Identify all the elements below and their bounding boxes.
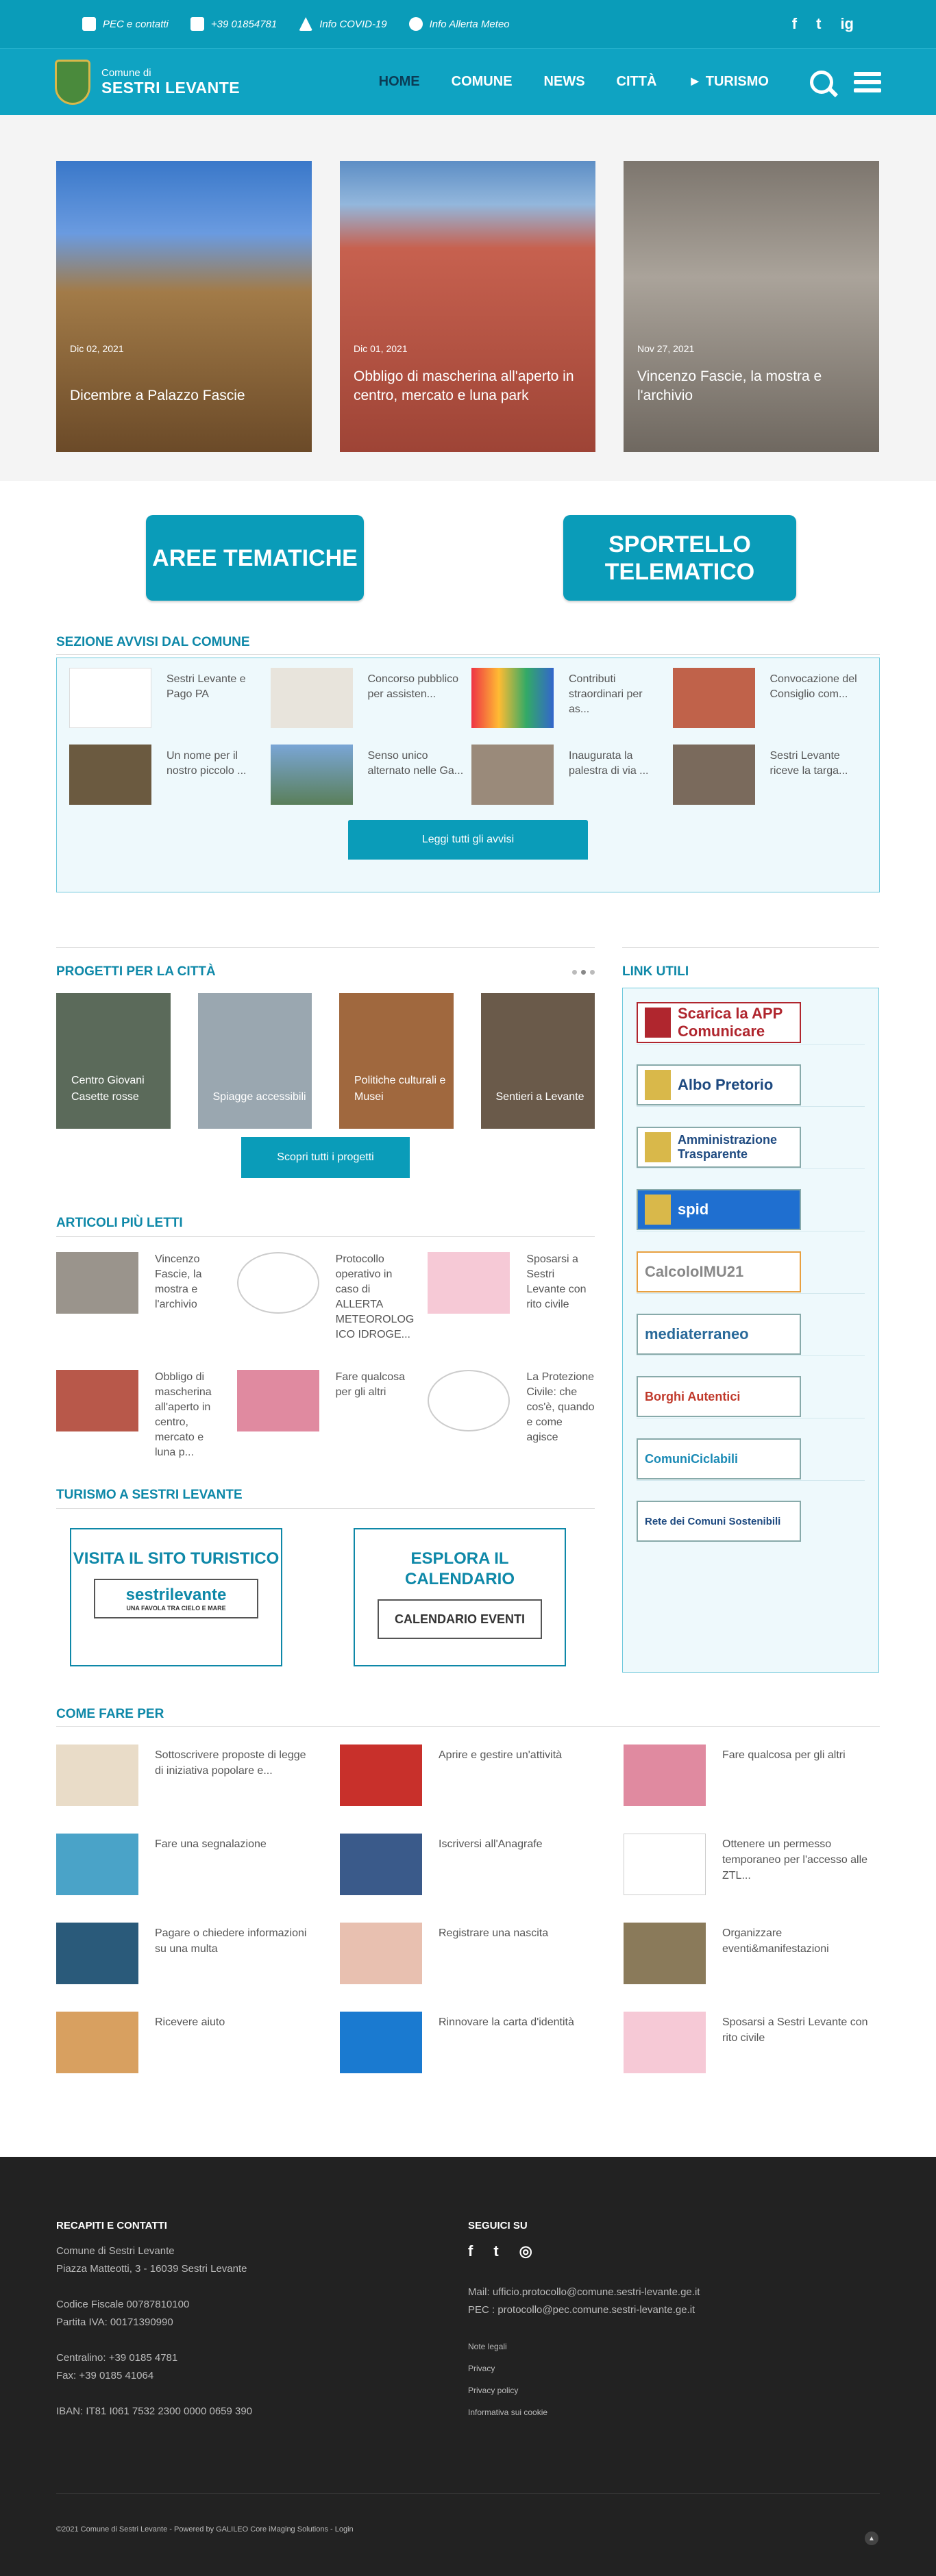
top-bar: [0, 0, 936, 48]
avviso-item[interactable]: Senso unico alternato nelle Ga...: [271, 745, 465, 805]
twitter-icon[interactable]: t: [493, 2242, 499, 2260]
menu-news[interactable]: NEWS: [543, 74, 585, 89]
news-card[interactable]: Nov 27, 2021 Vincenzo Fascie, la mostra e l'archivio: [624, 161, 879, 452]
come-fare-title: COME FARE PER: [56, 1707, 880, 1727]
amministrazione-trasparente-link[interactable]: Amministrazione Trasparente: [637, 1127, 801, 1168]
coat-of-arms-icon: [645, 1070, 671, 1100]
avviso-image: [271, 745, 353, 805]
sestrilevante-logo: sestrilevante UNA FAVOLA TRA CIELO E MARE: [94, 1579, 258, 1618]
news-image: [56, 161, 312, 452]
project-card[interactable]: Politiche culturali e Musei: [339, 993, 454, 1129]
howto-item[interactable]: Aprire e gestire un'attività: [340, 1745, 596, 1806]
protezione-civile-logo: [428, 1370, 510, 1431]
mediaterraneo-link[interactable]: mediaterraneo: [637, 1314, 801, 1355]
mail-link[interactable]: Mail: ufficio.protocollo@comune.sestri-levante.ge.it: [468, 2286, 700, 2298]
menu-home[interactable]: HOME: [378, 74, 420, 89]
site-logo[interactable]: Comune di SESTRI LEVANTE: [55, 60, 240, 105]
privacy-policy-link[interactable]: Privacy policy: [468, 2386, 519, 2395]
avviso-item[interactable]: Concorso pubblico per assisten...: [271, 668, 465, 728]
pagopa-logo: [69, 668, 151, 728]
avviso-item[interactable]: Convocazione del Consiglio com...: [673, 668, 867, 728]
main-navigation: [0, 48, 936, 115]
project-card[interactable]: Sentieri a Levante: [481, 993, 595, 1129]
borghi-autentici-link[interactable]: Borghi Autentici: [637, 1376, 801, 1417]
phone-link[interactable]: +39 01854781: [190, 17, 277, 31]
comuni-ciclabili-link[interactable]: ComuniCiclabili: [637, 1438, 801, 1479]
covid-link[interactable]: Info COVID-19: [299, 17, 386, 31]
howto-item[interactable]: Rinnovare la carta d'identità: [340, 2012, 596, 2073]
news-carousel: [0, 115, 936, 481]
comuni-sostenibili-link[interactable]: Rete dei Comuni Sostenibili: [637, 1501, 801, 1542]
main-actions: [0, 481, 936, 635]
tourist-site-box[interactable]: VISITA IL SITO TURISTICO sestrilevante UNA FAVOLA TRA CIELO E MARE: [70, 1528, 282, 1666]
howto-item[interactable]: Fare una segnalazione: [56, 1834, 312, 1895]
back-to-top-icon[interactable]: ▲: [865, 2531, 878, 2545]
instagram-icon[interactable]: ig: [840, 15, 854, 32]
calendario-eventi-logo: CALENDARIO EVENTI: [378, 1599, 542, 1639]
avviso-item[interactable]: Un nome per il nostro piccolo ...: [69, 745, 264, 805]
footer: RECAPITI E CONTATTI Comune di Sestri Levante Piazza Matteotti, 3 - 16039 Sestri Levante Codice Fiscale 00787810100 Partita IVA: 00171390990 Centralino: +39 0185 4781 Fax: +39 0185 41064 IBAN: IT81 I061 7532 2300 0000 0659 390 SEGUICI SU f t ◎ Mail: ufficio.protocollo@comune.sestri-levante.ge.it PEC : protocollo@pec.comune.sestri-levante.ge.it Note legali Privacy Privacy policy Informativa sui cookie ©2021 Comune di Sestri Levante - Powered by GALILEO Core iMaging Solutions - Login ▲: [0, 2157, 936, 2576]
avviso-image: [69, 745, 151, 805]
article-image: [56, 1370, 138, 1431]
cookie-link[interactable]: Informativa sui cookie: [468, 2408, 548, 2417]
howto-item[interactable]: Sottoscrivere proposte di legge di iniziativa popolare e...: [56, 1745, 312, 1806]
phone-icon: [645, 1008, 671, 1038]
phone-icon: [190, 17, 204, 31]
howto-item[interactable]: Fare qualcosa per gli altri: [624, 1745, 880, 1806]
meteo-link[interactable]: Info Allerta Meteo: [409, 17, 510, 31]
news-card[interactable]: Dic 02, 2021 Dicembre a Palazzo Fascie: [56, 161, 312, 452]
contact-lines: Comune di Sestri Levante Piazza Matteotti, 3 - 16039 Sestri Levante Codice Fiscale 00787810100 Partita IVA: 00171390990 Centralino: +39 0185 4781 Fax: +39 0185 41064 IBAN: IT81 I061 7532 2300 0000 0659 390: [56, 2245, 253, 2417]
coat-of-arms-icon: [645, 1195, 671, 1225]
avviso-item[interactable]: Contributi straordinari per as...: [471, 668, 666, 728]
sportello-telematico-button[interactable]: SPORTELLO TELEMATICO: [563, 515, 796, 601]
avviso-image: [673, 668, 755, 728]
article-item[interactable]: Obbligo di mascherina all'aperto in centro, mercato e luna p...: [56, 1370, 223, 1460]
facebook-icon[interactable]: f: [791, 15, 798, 32]
news-image: [340, 161, 595, 452]
hamburger-menu-icon[interactable]: [854, 68, 881, 97]
articoli-title: ARTICOLI PIÙ LETTI: [56, 1216, 595, 1237]
useful-links: [622, 988, 879, 1673]
privacy-link[interactable]: Privacy: [468, 2364, 495, 2373]
avviso-image: [471, 745, 554, 805]
pec-link[interactable]: PEC e contatti: [82, 17, 169, 31]
avvisi-title: SEZIONE AVVISI DAL COMUNE: [56, 635, 880, 655]
aree-tematiche-button[interactable]: AREE TEMATICHE: [146, 515, 364, 601]
pec-link[interactable]: PEC : protocollo@pec.comune.sestri-levante.ge.it: [468, 2304, 695, 2316]
howto-item[interactable]: Ricevere aiuto: [56, 2012, 312, 2073]
article-image: [428, 1252, 510, 1314]
all-projects-button[interactable]: Scopri tutti i progetti: [241, 1137, 410, 1178]
article-image: [237, 1370, 319, 1431]
mail-icon: [82, 17, 96, 31]
avvisi-section: [0, 635, 936, 892]
link-utili-title: LINK UTILI: [622, 947, 879, 979]
app-comunicare-link[interactable]: Scarica la APP Comunicare: [637, 1002, 801, 1043]
coat-of-arms-icon: [55, 60, 90, 105]
howto-item[interactable]: Sposarsi a Sestri Levante con rito civile: [624, 2012, 880, 2073]
warning-icon: [299, 17, 312, 31]
avviso-image: [673, 745, 755, 805]
albo-pretorio-link[interactable]: Albo Pretorio: [637, 1064, 801, 1105]
facebook-icon[interactable]: f: [468, 2242, 473, 2260]
protezione-civile-logo: [237, 1252, 319, 1314]
avviso-image: [271, 668, 353, 728]
carousel-dots[interactable]: [572, 964, 595, 979]
progetti-title: PROGETTI PER LA CITTÀ: [56, 964, 216, 979]
menu-citta[interactable]: CITTÀ: [616, 74, 657, 89]
avviso-item[interactable]: Sestri Levante riceve la targa...: [673, 745, 867, 805]
cloud-icon: [409, 17, 423, 31]
project-card[interactable]: Centro Giovani Casette rosse: [56, 993, 171, 1129]
article-item[interactable]: Vincenzo Fascie, la mostra e l'archivio: [56, 1252, 223, 1342]
avviso-item[interactable]: Inaugurata la palestra di via ...: [471, 745, 666, 805]
project-card[interactable]: Spiagge accessibili: [198, 993, 312, 1129]
article-item[interactable]: La Protezione Civile: che cos'è, quando e come agisce: [428, 1370, 595, 1460]
article-item[interactable]: Sposarsi a Sestri Levante con rito civile: [428, 1252, 595, 1342]
search-icon[interactable]: [810, 71, 833, 94]
article-image: [56, 1252, 138, 1314]
avviso-image: [471, 668, 554, 728]
article-item[interactable]: Protocollo operativo in caso di ALLERTA METEOROLOG ICO IDROGE...: [237, 1252, 415, 1342]
turismo-title: TURISMO A SESTRI LEVANTE: [56, 1488, 595, 1509]
avviso-item[interactable]: Sestri Levante e Pago PA: [69, 668, 264, 728]
note-legali-link[interactable]: Note legali: [468, 2342, 507, 2351]
howto-item[interactable]: Iscriversi all'Anagrafe: [340, 1834, 596, 1895]
come-fare-section: [0, 1707, 936, 2073]
coat-of-arms-icon: [645, 1132, 671, 1162]
article-item[interactable]: Fare qualcosa per gli altri: [237, 1370, 415, 1460]
calcolo-imu-link[interactable]: CalcoloIMU21: [637, 1251, 801, 1292]
howto-item[interactable]: Pagare o chiedere informazioni su una multa: [56, 1923, 312, 1984]
howto-item[interactable]: Organizzare eventi&manifestazioni: [624, 1923, 880, 1984]
instagram-icon[interactable]: ◎: [519, 2242, 532, 2260]
menu-turismo[interactable]: ► TURISMO: [688, 74, 769, 89]
news-image: [624, 161, 879, 452]
spid-link[interactable]: spid: [637, 1189, 801, 1230]
howto-item[interactable]: Registrare una nascita: [340, 1923, 596, 1984]
copyright: ©2021 Comune di Sestri Levante - Powered by GALILEO Core iMaging Solutions - Login: [56, 2493, 880, 2534]
read-all-notices-button[interactable]: Leggi tutti gli avvisi: [348, 820, 588, 860]
menu-comune[interactable]: COMUNE: [451, 74, 513, 89]
calendar-box[interactable]: ESPLORA IL CALENDARIO CALENDARIO EVENTI: [354, 1528, 566, 1666]
news-card[interactable]: Dic 01, 2021 Obbligo di mascherina all'aperto in centro, mercato e luna park: [340, 161, 595, 452]
social-links: [792, 15, 854, 33]
howto-item[interactable]: Ottenere un permesso temporaneo per l'accesso alle ZTL...: [624, 1834, 880, 1895]
twitter-icon[interactable]: t: [816, 15, 822, 32]
